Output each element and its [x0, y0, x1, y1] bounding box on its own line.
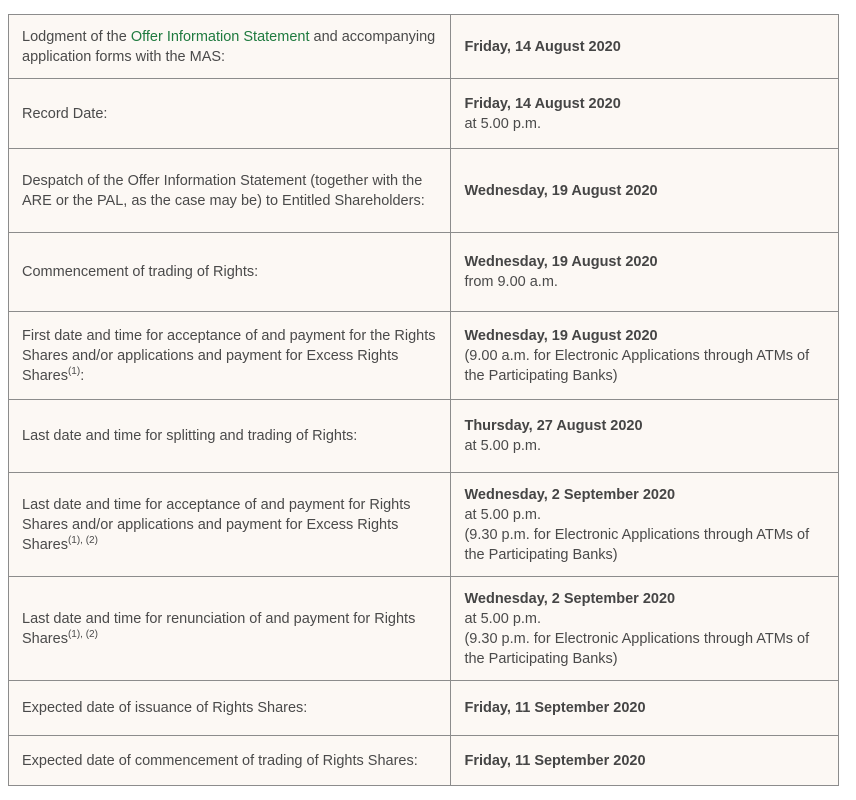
- date-bold: Friday, 14 August 2020: [464, 38, 621, 55]
- table-row: [9, 400, 839, 473]
- date-cell: [451, 79, 839, 149]
- event-text: Last date and time for splitting and trading of Rights:: [22, 428, 358, 444]
- timetable: [8, 14, 839, 786]
- event-text: Record Date:: [22, 105, 108, 122]
- event-cell: [9, 400, 451, 473]
- table-row: [9, 312, 839, 400]
- date-cell: [451, 312, 839, 400]
- event-cell: [9, 577, 451, 681]
- event-text: Expected date of commencement of trading of Rights Shares:: [22, 752, 418, 769]
- date-bold: Friday, 14 August 2020: [464, 95, 621, 112]
- event-cell: [9, 15, 451, 79]
- footnote-ref: (1), (2): [67, 628, 98, 640]
- date-line: at 5.00 p.m.: [464, 610, 542, 627]
- event-text: :: [80, 367, 85, 384]
- date-line: (9.00 a.m. for Electronic Applications through ATMs of the Participating Banks): [464, 347, 810, 384]
- date-line: at 5.00 p.m.: [464, 438, 542, 454]
- event-text: Lodgment of the: [22, 28, 131, 45]
- table-row: [9, 15, 839, 79]
- footnote-ref: (1), (2): [67, 534, 98, 546]
- offer-information-statement-link[interactable]: Offer Information Statement: [130, 28, 310, 45]
- event-text: First date and time for acceptance of and payment for the Rights Shares and/or applications and payment for Excess Rights Shares: [22, 327, 436, 384]
- date-bold: Friday, 11 September 2020: [464, 700, 646, 716]
- event-text: Expected date of issuance of Rights Shares:: [22, 700, 308, 716]
- date-bold: Thursday, 27 August 2020: [464, 418, 643, 434]
- date-cell: [451, 149, 839, 233]
- event-text: and accompanying application forms with the MAS:: [22, 28, 436, 65]
- date-cell: [451, 15, 839, 79]
- date-line: (9.30 p.m. for Electronic Applications through ATMs of the Participating Banks): [464, 630, 810, 667]
- event-text: Commencement of trading of Rights:: [22, 264, 259, 280]
- date-line: (9.30 p.m. for Electronic Applications through ATMs of the Participating Banks): [464, 526, 810, 563]
- event-cell: [9, 79, 451, 149]
- table-row: [9, 681, 839, 736]
- event-text: Last date and time for renunciation of and payment for Rights Shares: [22, 610, 416, 647]
- event-cell: [9, 233, 451, 312]
- date-bold: Friday, 11 September 2020: [464, 752, 646, 769]
- event-cell: [9, 473, 451, 577]
- date-bold: Wednesday, 19 August 2020: [464, 182, 658, 199]
- date-cell: [451, 681, 839, 736]
- date-cell: [451, 577, 839, 681]
- date-line: from 9.00 a.m.: [464, 274, 558, 290]
- table-row: [9, 577, 839, 681]
- event-cell: [9, 312, 451, 400]
- date-bold: Wednesday, 2 September 2020: [464, 590, 676, 607]
- table-row: [9, 79, 839, 149]
- table-row: [9, 473, 839, 577]
- date-cell: [451, 473, 839, 577]
- date-cell: [451, 736, 839, 786]
- table-row: [9, 233, 839, 312]
- date-cell: [451, 233, 839, 312]
- footnote-ref: (1): [67, 365, 81, 377]
- date-line: at 5.00 p.m.: [464, 115, 542, 132]
- event-text: Last date and time for acceptance of and payment for Rights Shares and/or applications and payment for Excess Rights Shares: [22, 496, 411, 553]
- event-cell: [9, 736, 451, 786]
- date-bold: Wednesday, 2 September 2020: [464, 486, 676, 503]
- date-bold: Wednesday, 19 August 2020: [464, 254, 658, 270]
- table-row: [9, 149, 839, 233]
- event-text: Despatch of the Offer Information Statement (together with the ARE or the PAL, as the case may be) to Entitled Shareholders:: [22, 172, 425, 209]
- event-cell: [9, 681, 451, 736]
- date-cell: [451, 400, 839, 473]
- event-cell: [9, 149, 451, 233]
- table-row: [9, 736, 839, 786]
- date-bold: Wednesday, 19 August 2020: [464, 327, 658, 344]
- date-line: at 5.00 p.m.: [464, 506, 542, 523]
